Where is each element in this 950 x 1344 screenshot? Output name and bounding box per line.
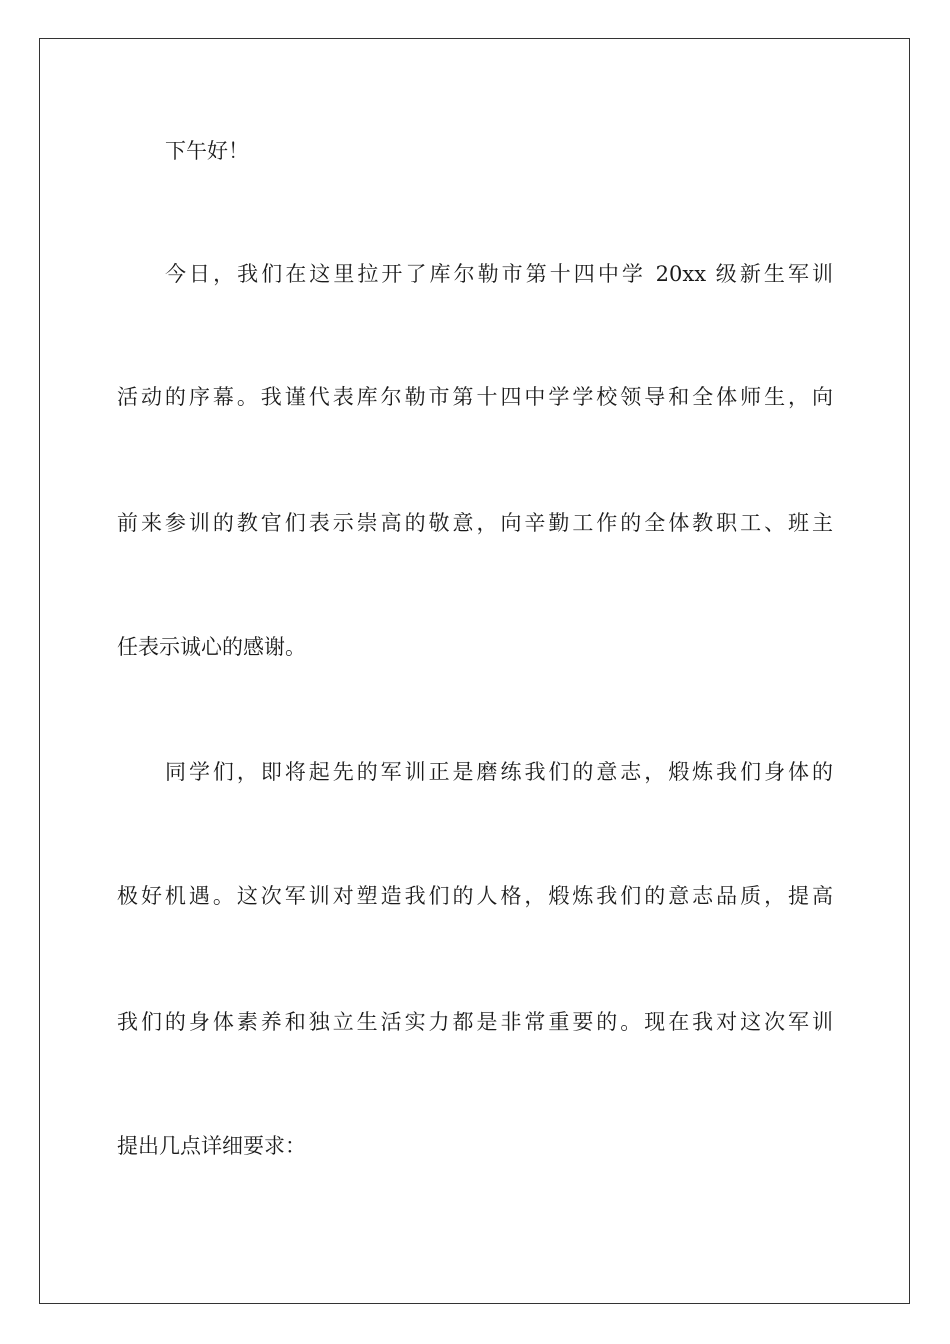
paragraph-2-line-4: 提出几点详细要求： — [117, 1134, 306, 1158]
paragraph-1-line-2: 活动的序幕。我谨代表库尔勒市第十四中学学校领导和全体师生，向 — [117, 385, 833, 409]
paragraph-2-line-1: 同学们，即将起先的军训正是磨练我们的意志，煅炼我们身体的 — [165, 760, 833, 784]
page-border — [39, 38, 910, 1304]
paragraph-2-line-3: 我们的身体素养和独立生活实力都是非常重要的。现在我对这次军训 — [117, 1010, 833, 1034]
greeting-line: 下午好！ — [165, 139, 249, 163]
paragraph-1-line-3: 前来参训的教官们表示崇高的敬意，向辛勤工作的全体教职工、班主 — [117, 511, 833, 535]
paragraph-1-line-1: 今日，我们在这里拉开了库尔勒市第十四中学 20xx 级新生军训 — [165, 262, 833, 286]
paragraph-1-line-4: 任表示诚心的感谢。 — [117, 635, 306, 659]
paragraph-2-line-2: 极好机遇。这次军训对塑造我们的人格，煅炼我们的意志品质，提高 — [117, 884, 833, 908]
